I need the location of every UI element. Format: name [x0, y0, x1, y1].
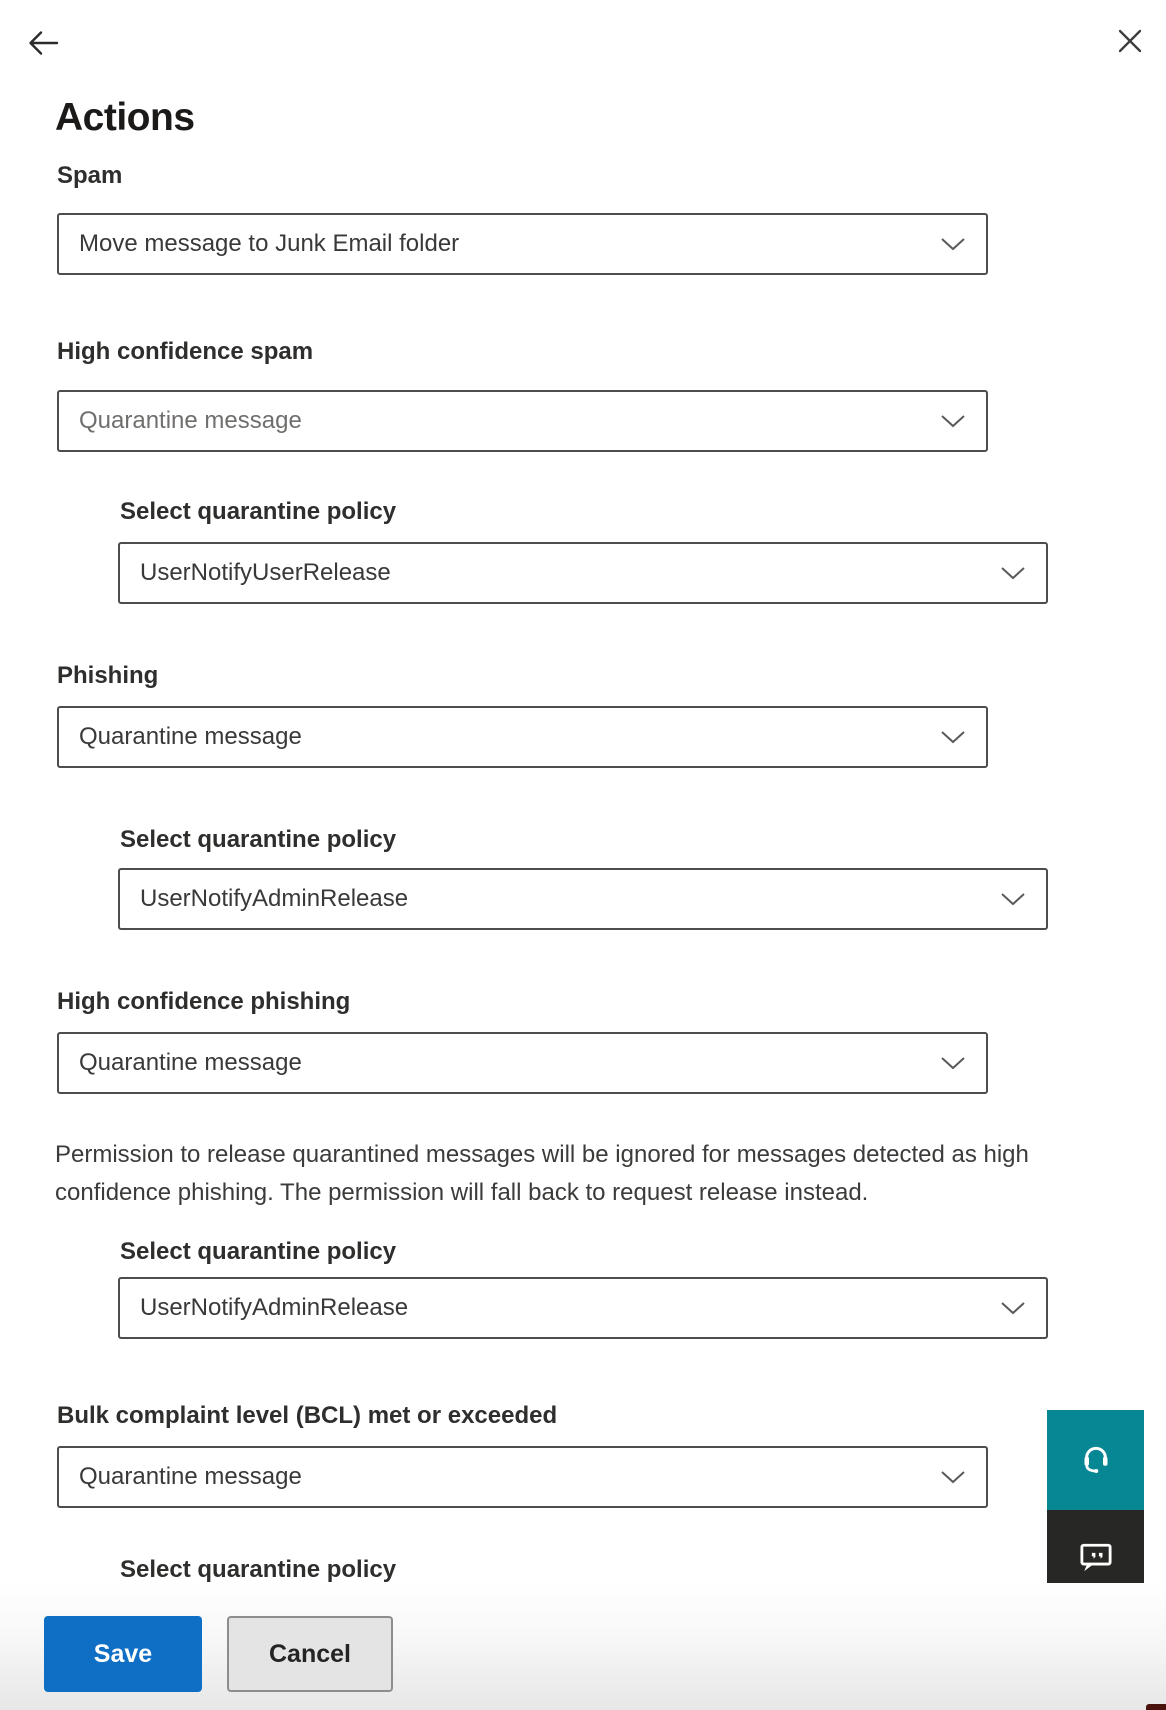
- high-confidence-phishing-action-dropdown[interactable]: [57, 1032, 988, 1094]
- bcl-action-dropdown[interactable]: [57, 1446, 988, 1508]
- chevron-down-icon: [940, 414, 966, 433]
- phishing-action-value: Quarantine message: [79, 723, 302, 750]
- hcs-quarantine-policy-value: UserNotifyUserRelease: [140, 559, 391, 586]
- high-confidence-spam-action-value: Quarantine message: [79, 407, 302, 434]
- bottom-corner-artifact: [1146, 1704, 1166, 1710]
- page-title: Actions: [55, 96, 195, 139]
- chat-bubble-icon: [1076, 1537, 1116, 1580]
- chevron-down-icon: [1000, 566, 1026, 585]
- spam-action-dropdown[interactable]: [57, 213, 988, 275]
- cancel-button[interactable]: Cancel: [227, 1616, 393, 1692]
- high-confidence-phishing-label: High confidence phishing: [57, 988, 351, 1015]
- close-button[interactable]: [1116, 27, 1144, 55]
- quarantine-policy-label: Select quarantine policy: [120, 498, 397, 525]
- hcp-quarantine-policy-value: UserNotifyAdminRelease: [140, 1294, 409, 1321]
- bcl-label: Bulk complaint level (BCL) met or exceeded: [57, 1402, 558, 1429]
- bcl-action-value: Quarantine message: [79, 1463, 302, 1490]
- high-confidence-phishing-action-value: Quarantine message: [79, 1049, 302, 1076]
- quarantine-policy-label: Select quarantine policy: [120, 1238, 397, 1265]
- back-button[interactable]: [24, 24, 62, 62]
- hcp-quarantine-policy-dropdown[interactable]: [118, 1277, 1048, 1339]
- spam-action-value: Move message to Junk Email folder: [79, 230, 460, 257]
- chevron-down-icon: [940, 730, 966, 749]
- support-button[interactable]: [1047, 1410, 1144, 1510]
- quarantine-policy-label-clipped: Select quarantine policy: [120, 1556, 397, 1583]
- high-confidence-spam-label: High confidence spam: [57, 338, 314, 365]
- quarantine-policy-label: Select quarantine policy: [120, 826, 397, 853]
- save-button[interactable]: Save: [44, 1616, 202, 1692]
- hcp-permission-note: Permission to release quarantined messages will be ignored for messages detected as high confidence phishing. The permission will fall back to request release instead.: [55, 1141, 1029, 1206]
- chevron-down-icon: [940, 1056, 966, 1075]
- phishing-quarantine-policy-value: UserNotifyAdminRelease: [140, 885, 409, 912]
- headset-icon: [1076, 1439, 1116, 1482]
- chevron-down-icon: [1000, 1301, 1026, 1320]
- chevron-down-icon: [940, 237, 966, 256]
- high-confidence-spam-action-dropdown[interactable]: [57, 390, 988, 452]
- phishing-action-dropdown[interactable]: [57, 706, 988, 768]
- spam-label: Spam: [57, 162, 123, 189]
- close-x-icon: [1116, 43, 1144, 58]
- phishing-label: Phishing: [57, 662, 159, 689]
- chevron-down-icon: [940, 1470, 966, 1489]
- arrow-left-icon: [24, 50, 62, 65]
- hcs-quarantine-policy-dropdown[interactable]: [118, 542, 1048, 604]
- footer-bar: [0, 1583, 1166, 1710]
- phishing-quarantine-policy-dropdown[interactable]: [118, 868, 1048, 930]
- chevron-down-icon: [1000, 892, 1026, 911]
